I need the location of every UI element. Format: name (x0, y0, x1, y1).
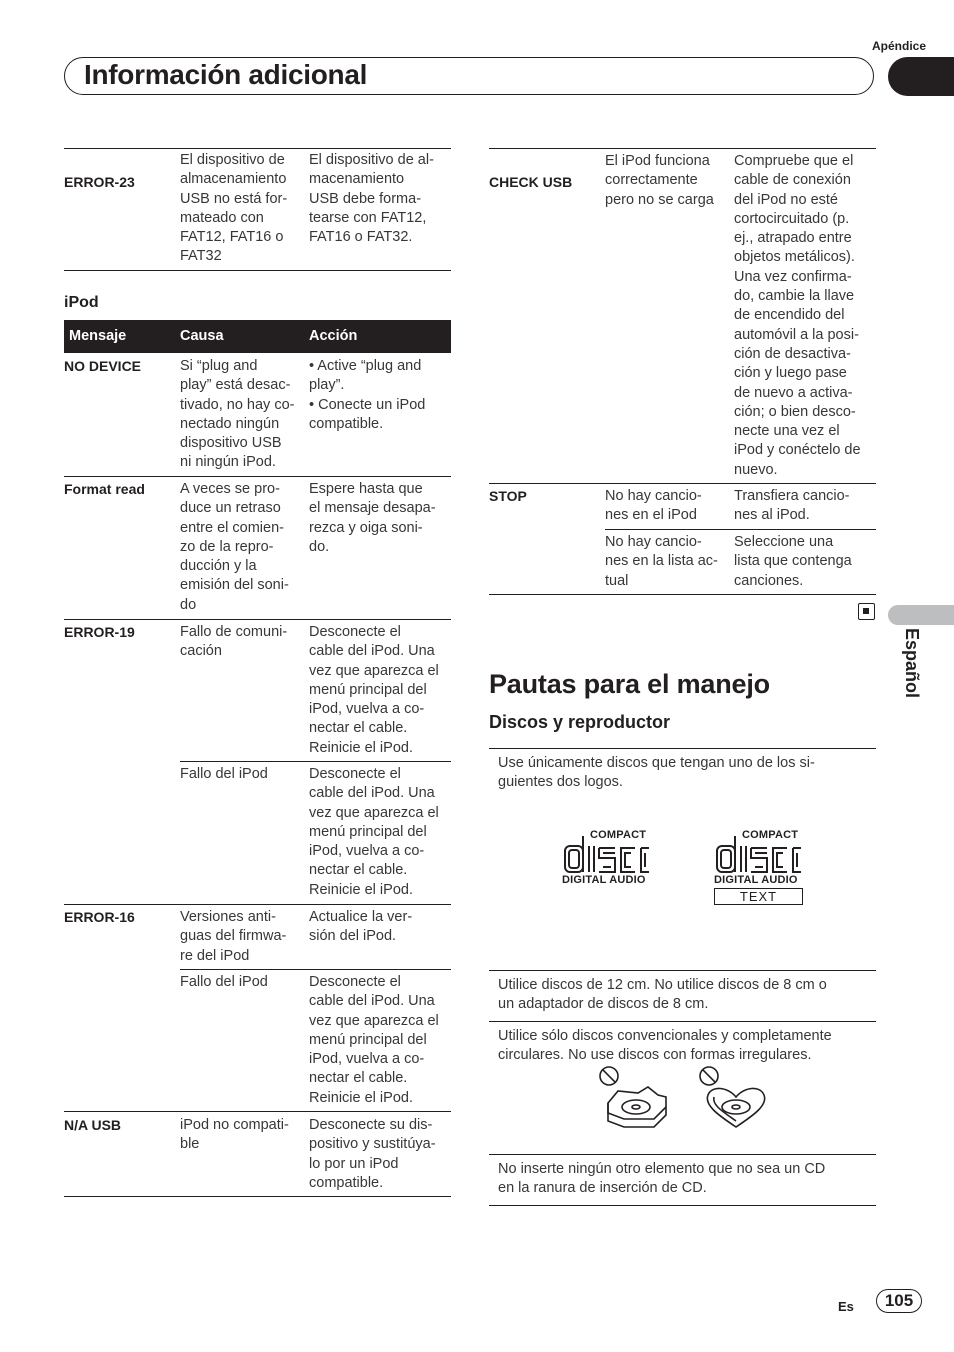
table-row-cause: iPod no compati- ble (180, 1117, 289, 1153)
table-row-message: NO DEVICE (64, 358, 142, 374)
end-of-section-icon (858, 603, 875, 620)
table-rule (64, 904, 451, 905)
table-rule (64, 476, 451, 477)
page-number: 105 (876, 1289, 922, 1313)
table-row-message: Format read (64, 481, 145, 497)
table-row-message: STOP (489, 488, 527, 504)
table-row-action: Desconecte el cable del iPod. Una vez que aparezca el menú principal del iPod, vuelva a co- nectar el cable. Reinicie el iPod. (309, 624, 439, 756)
logo-bottom-text: DIGITAL AUDIO (562, 874, 646, 886)
table-row-cause: Versiones anti- guas del firmwa- re del iPod (180, 909, 287, 964)
table-row-action: Desconecte el cable del iPod. Una vez que aparezca el menú principal del iPod, vuelva a co- nectar el cable. Reinicie el iPod. (309, 766, 439, 898)
usb-row-action: El dispositivo de al- macenamiento USB debe forma- tearse con FAT12, FAT16 o FAT32. (309, 152, 434, 246)
logo-top-text: COMPACT (742, 829, 799, 841)
table-row-message: N/A USB (64, 1117, 122, 1133)
table-row-action: Transfiera cancio- nes al iPod. (734, 488, 850, 524)
footer-language-code: Es (838, 1299, 854, 1314)
paragraph-disc-shape: Utilice sólo discos convencionales y completamente circulares. No use discos con formas irregulares. (498, 1028, 832, 1064)
usb-row-cause: El dispositivo de almacenamiento USB no está for- mateado con FAT12, FAT16 o FAT32 (180, 152, 288, 265)
section-heading: Pautas para el manejo (489, 669, 770, 699)
disc-wordmark-icon (561, 832, 653, 876)
table-row-cause: Fallo del iPod (180, 766, 268, 782)
table-rule (489, 1154, 876, 1155)
table-rule (605, 529, 876, 530)
logo-top-text: COMPACT (590, 829, 647, 841)
disc-wordmark-icon (713, 832, 805, 876)
compact-disc-logo (561, 829, 661, 889)
table-row-action: • Active “plug and play”. • Conecte un iPod compatible. (309, 358, 426, 432)
paragraph-cd-slot: No inserte ningún otro elemento que no sea un CD en la ranura de inserción de CD. (498, 1161, 826, 1197)
compact-disc-text-logo (713, 829, 813, 907)
table-row-cause: No hay cancio- nes en la lista ac- tual (605, 534, 718, 589)
table-rule (64, 1196, 451, 1197)
column-header-message: Mensaje (69, 328, 127, 344)
table-rule (64, 619, 451, 620)
language-label: Español (902, 628, 922, 699)
table-row-cause: No hay cancio- nes en el iPod (605, 488, 702, 524)
table-rule (64, 1111, 451, 1112)
table-row-action: Espere hasta que el mensaje desapa- rezca y oiga soni- do. (309, 481, 436, 555)
table-row-cause: A veces se pro- duce un retraso entre el comien- zo de la repro- ducción y la emisión del soni- do (180, 481, 289, 613)
table-row-action: Compruebe que el cable de conexión del iPod no esté cortocircuitado (p. ej., atrapado entre objetos metálicos). Una vez confirma- do, cambie la llave de encendido del automóvil a la posi- ción de desactiva- ción y luego pase de nuevo a activa- ción; o bien desco- necte una vez el iPod y conéctelo de nuevo. (734, 153, 861, 478)
table-rule (489, 748, 876, 749)
table-row-message: ERROR-16 (64, 909, 135, 925)
table-rule (180, 761, 451, 762)
table-row-cause: Si “plug and play” está desac- tivado, no hay co- nectado ningún dispositivo USB ni ningún iPod. (180, 358, 295, 471)
table-row-action: Desconecte el cable del iPod. Una vez que aparezca el menú principal del iPod, vuelva a co- nectar el cable. Reinicie el iPod. (309, 974, 439, 1106)
usb-row-message: ERROR-23 (64, 174, 135, 190)
paragraph-logos: Use únicamente discos que tengan uno de los si- guientes dos logos. (498, 755, 815, 791)
table-rule (180, 969, 451, 970)
table-rule (489, 970, 876, 971)
table-row-action: Desconecte su dis- positivo y sustitúya- lo por un iPod compatible. (309, 1117, 436, 1191)
table-rule (489, 594, 876, 595)
table-row-cause: Fallo del iPod (180, 974, 268, 990)
header-tab (888, 57, 954, 96)
table-row-message: CHECK USB (489, 174, 573, 190)
logo-text-box: TEXT (714, 888, 803, 905)
table-rule (489, 148, 876, 149)
table-row-action: Seleccione una lista que contenga canciones. (734, 534, 852, 589)
page-title: Información adicional (84, 59, 368, 90)
section-label: Apéndice (871, 39, 926, 53)
language-tab (888, 605, 954, 625)
table-row-cause: El iPod funciona correctamente pero no se carga (605, 153, 714, 208)
table-rule (64, 270, 451, 271)
paragraph-disc-size: Utilice discos de 12 cm. No utilice discos de 8 cm o un adaptador de discos de 8 cm. (498, 977, 827, 1013)
table-row-action: Actualice la ver- sión del iPod. (309, 909, 413, 945)
column-header-action: Acción (309, 328, 358, 344)
ipod-heading: iPod (64, 294, 99, 311)
table-rule (64, 148, 451, 149)
irregular-disc-prohibited-icon (598, 1065, 670, 1129)
table-rule (489, 1021, 876, 1022)
subsection-heading: Discos y reproductor (489, 712, 671, 732)
table-row-message: ERROR-19 (64, 624, 135, 640)
column-header-cause: Causa (180, 328, 224, 344)
table-row-cause: Fallo de comuni- cación (180, 624, 288, 660)
table-rule (489, 483, 876, 484)
heart-disc-prohibited-icon (698, 1065, 770, 1129)
table-rule (489, 1205, 876, 1206)
logo-bottom-text: DIGITAL AUDIO (714, 874, 798, 886)
